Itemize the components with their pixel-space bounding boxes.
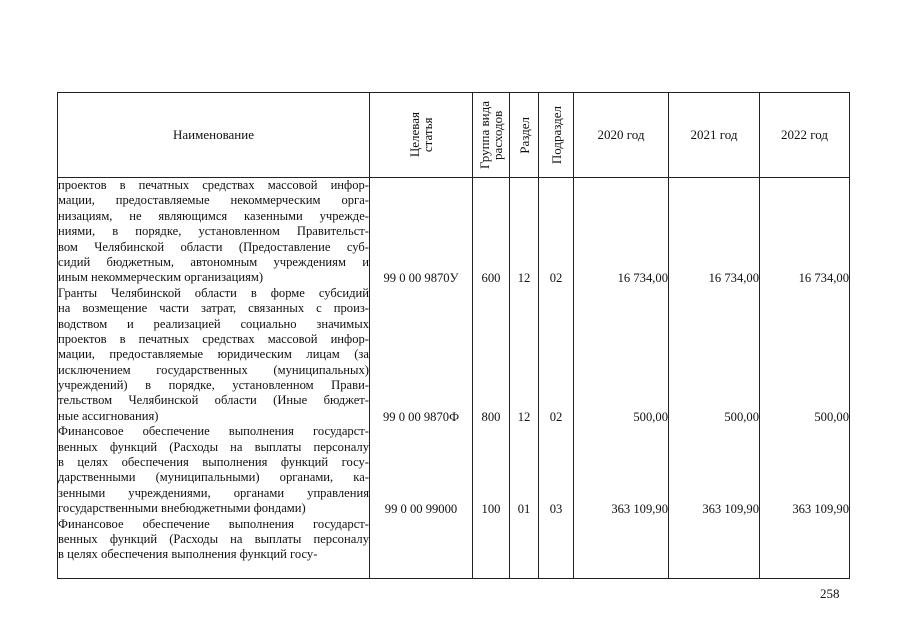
row-1-target: 99 0 00 9870У <box>383 271 459 286</box>
name-line: ниями, в порядке, установленном Правительст- <box>58 224 369 239</box>
name-line: Финансовое обеспечение выполнения государст- <box>58 516 369 531</box>
header-expense-group: Группа вида расходов <box>473 93 510 178</box>
name-line: сидий бюджетным, автономным учреждениям и <box>58 254 369 269</box>
header-2020: 2020 год <box>574 93 669 178</box>
header-subsection: Подраздел <box>539 93 574 178</box>
name-line: учреждений) в порядке, установленном Прави- <box>58 378 369 393</box>
section-cell <box>510 178 539 579</box>
row-2-y2020: 500,00 <box>633 410 668 424</box>
row-1-section: 12 <box>517 271 531 286</box>
name-line: зенными учреждениями, органами управления <box>58 485 369 500</box>
header-2022: 2022 год <box>760 93 850 178</box>
row-2-group: 800 <box>481 410 501 424</box>
row-3-y2022: 363 109,90 <box>792 502 849 517</box>
name-line: в целях обеспечения выполнения функций госу- <box>58 455 369 470</box>
name-line: дарственными (муниципальными) органами, ка- <box>58 470 369 485</box>
name-line: мации, предоставляемые юридическим лицам (за <box>58 347 369 362</box>
name-line: иным некоммерческим организациям) <box>58 270 264 285</box>
header-2021: 2021 год <box>669 93 760 178</box>
table-header-row <box>58 93 850 178</box>
name-text <box>58 178 369 563</box>
name-line: ные ассигнования) <box>58 408 159 423</box>
header-name: Наименование <box>58 93 370 178</box>
page-number: 258 <box>820 586 840 601</box>
name-line: Гранты Челябинской области в форме субсидий <box>58 285 369 300</box>
row-3-target: 99 0 00 99000 <box>384 502 458 517</box>
name-line: в целях обеспечения выполнения функций госу- <box>58 547 318 562</box>
name-line: проектов в печатных средствах массовой инфор- <box>58 178 369 192</box>
row-2-target: 99 0 00 9870Ф <box>382 410 460 424</box>
row-3-group: 100 <box>481 502 501 517</box>
name-line: вом Челябинской области (Предоставление суб- <box>58 239 369 254</box>
row-1-y2022: 16 734,00 <box>798 271 849 286</box>
row-1-y2020: 16 734,00 <box>617 271 668 286</box>
expense-group-cell <box>473 178 510 579</box>
name-line: венных функций (Расходы на выплаты персоналу <box>58 439 369 454</box>
name-line: Финансовое обеспечение выполнения государст- <box>58 424 369 439</box>
name-line: проектов в печатных средствах массовой инфор- <box>58 331 369 346</box>
row-2-y2021: 500,00 <box>724 410 759 424</box>
name-line: мации, предоставляемые некоммерческим орга- <box>58 193 369 208</box>
name-line: исключением государственных (муниципальных) <box>58 362 369 377</box>
row-2-subsection: 02 <box>549 410 563 424</box>
header-target-article: Целевая статья <box>370 93 473 178</box>
name-line: венных функций (Расходы на выплаты персоналу <box>58 531 369 546</box>
row-2-y2022: 500,00 <box>814 410 849 424</box>
row-1-y2021: 16 734,00 <box>708 271 759 286</box>
header-section: Раздел <box>510 93 539 178</box>
name-cell <box>58 178 370 579</box>
name-line: водством и реализацией социально значимых <box>58 316 369 331</box>
row-1-group: 600 <box>481 271 501 286</box>
name-line: тельством Челябинской области (Иные бюджет- <box>58 393 369 408</box>
row-3-section: 01 <box>517 502 531 517</box>
target-article-cell <box>370 178 473 579</box>
table-body-row <box>58 178 850 579</box>
row-3-subsection: 03 <box>549 502 563 517</box>
amount-2022-cell <box>760 178 850 579</box>
amount-2021-cell <box>669 178 760 579</box>
row-1-subsection: 02 <box>549 271 563 286</box>
budget-table <box>57 92 850 579</box>
row-3-y2021: 363 109,90 <box>702 502 759 517</box>
name-line: на возмещение части затрат, связанных с произ- <box>58 301 369 316</box>
row-2-section: 12 <box>517 410 531 424</box>
subsection-cell <box>539 178 574 579</box>
row-3-y2020: 363 109,90 <box>611 502 668 517</box>
amount-2020-cell <box>574 178 669 579</box>
name-line: государственными внебюджетными фондами) <box>58 501 306 516</box>
name-line: низациям, не являющимся казенными учрежде- <box>58 208 369 223</box>
